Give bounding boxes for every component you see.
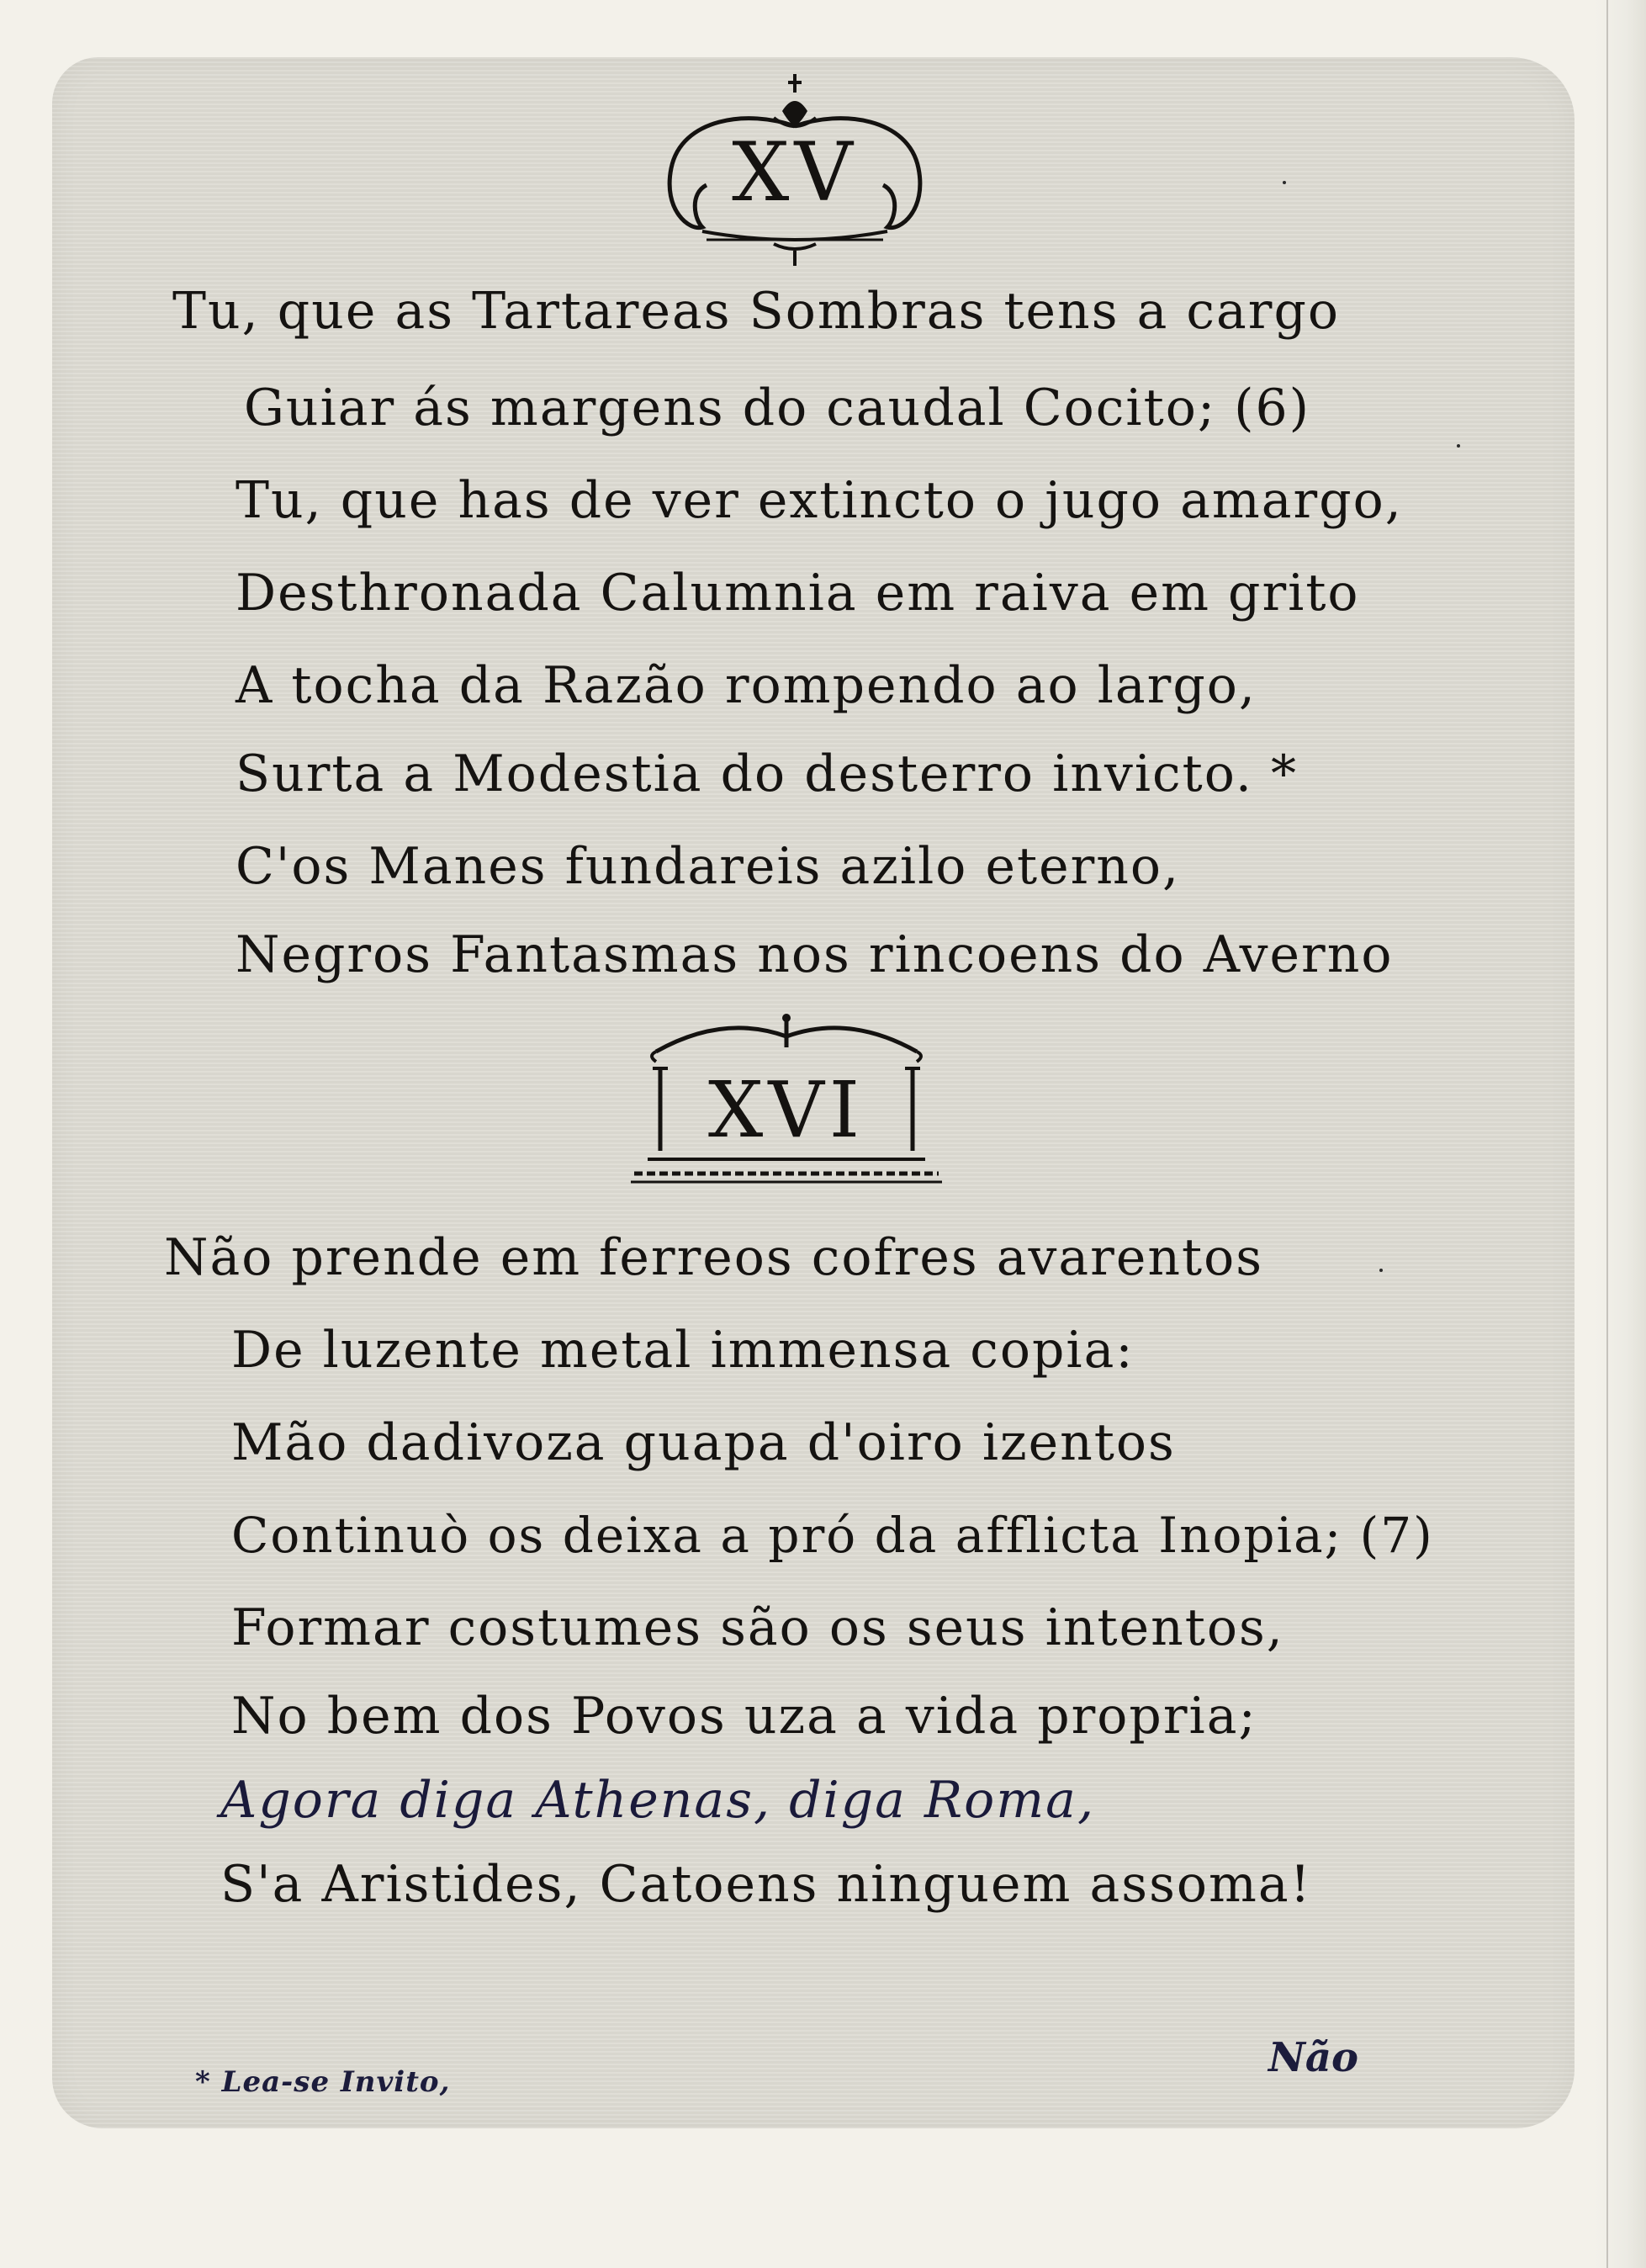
- paper-speck: [1379, 1269, 1383, 1272]
- verse-line: Continuò os deixa a pró da afflicta Inopia; (7): [231, 1507, 1434, 1564]
- verse-line: S'a Aristides, Catoens ninguem assoma!: [220, 1855, 1312, 1914]
- verse-line: No bem dos Povos uza a vida propria;: [231, 1687, 1257, 1746]
- section-numeral-xv: XV: [732, 125, 858, 220]
- paper-speck: [1457, 444, 1460, 448]
- verse-line: Desthronada Calumnia em raiva em grito: [236, 564, 1360, 623]
- verse-line: Guiar ás margens do caudal Cocito; (6): [244, 379, 1311, 437]
- verse-line: Surta a Modestia do desterro invicto. *: [236, 745, 1298, 803]
- verse-line: A tocha da Razão rompendo ao largo,: [236, 656, 1257, 715]
- verse-line: Agora diga Athenas, diga Roma,: [220, 1771, 1096, 1830]
- verse-line: Formar costumes são os seus intentos,: [231, 1598, 1284, 1657]
- footnote: * Lea-se Invito,: [195, 2065, 451, 2099]
- verse-line: C'os Manes fundareis azilo eterno,: [236, 837, 1181, 896]
- section-numeral-xvi: XVI: [707, 1065, 865, 1155]
- verse-line: Mão dadivoza guapa d'oiro izentos: [231, 1413, 1176, 1472]
- verse-line: Tu, que has de ver extincto o jugo amargo,: [236, 471, 1403, 530]
- page-edge: [1596, 0, 1646, 2268]
- page-edge-line: [1606, 0, 1608, 2268]
- paper-speck: [1283, 181, 1286, 184]
- verse-line: De luzente metal immensa copia:: [231, 1321, 1135, 1380]
- verse-line: Tu, que as Tartareas Sombras tens a cargo: [172, 282, 1340, 341]
- verse-line: Negros Fantasmas nos rincoens do Averno: [236, 925, 1394, 984]
- catchword: Não: [1268, 2034, 1358, 2081]
- verse-line: Não prende em ferreos cofres avarentos: [164, 1228, 1264, 1287]
